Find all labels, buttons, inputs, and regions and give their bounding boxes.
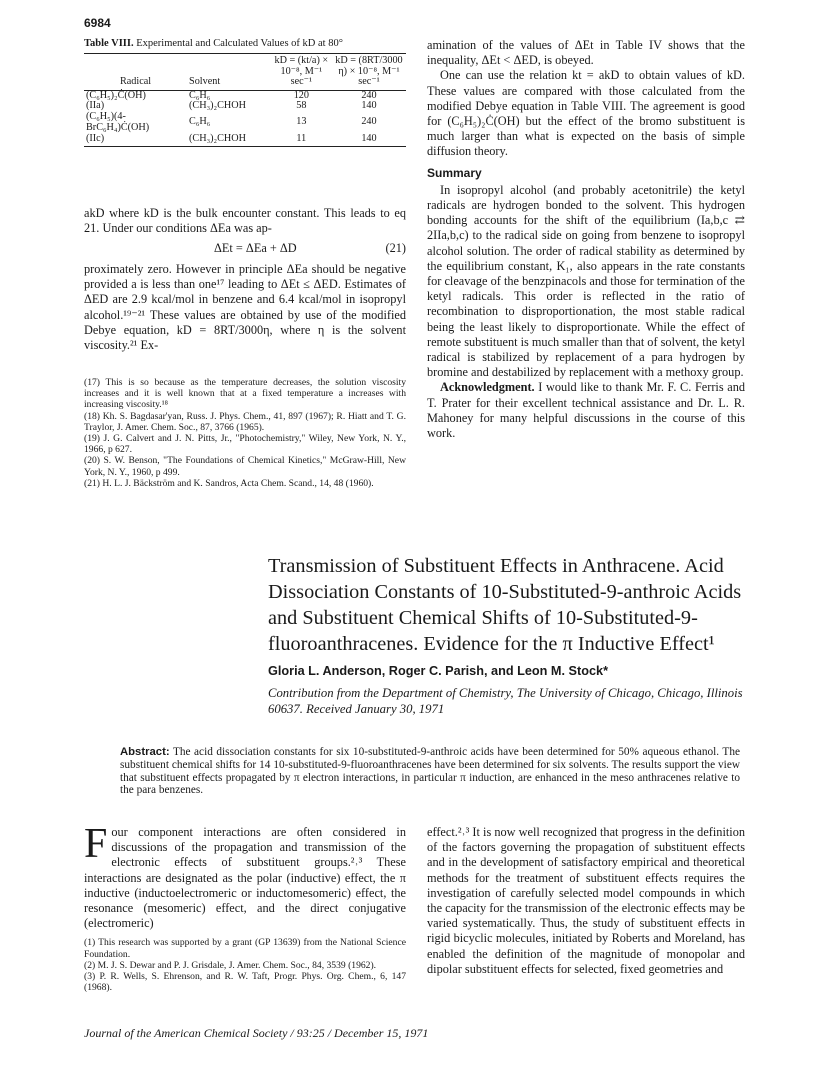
drop-cap: F <box>84 821 108 867</box>
exp-value-cell: 120 <box>293 89 309 101</box>
footnotes-top <box>84 377 406 489</box>
table-row <box>84 101 406 112</box>
column-header-exp: kD = (kt/a) × 10⁻⁸, M⁻¹ sec⁻¹ <box>271 54 332 91</box>
paragraph-text: our component interactions are often considered in discussions of the propagation and transmission of the electronic effects of substituent groups.²˒³ These interactions are designated as the polar (inductive) effect, the π inductive (inductoelectromeric or inductomesomeric) effect, the resonance (mesomeric) effect, and the direct conjugative (electromeric) <box>84 825 406 931</box>
footnote: (17) This is so because as the temperature decreases, the solution viscosity increases and it is well known that at a fixed temperature a increases with increasing viscosity.¹⁸ <box>84 377 406 411</box>
paragraph: akD where kD is the bulk encounter constant. This leads to eq 21. Under our conditions ΔEa was ap- <box>84 206 406 236</box>
acknowledgment-label: Acknowledgment. <box>440 380 535 395</box>
footnote: (19) J. G. Calvert and J. N. Pitts, Jr., "Photochemistry," Wiley, New York, N. Y., 1966, p 627. <box>84 433 406 456</box>
article-title: Transmission of Substituent Effects in Anthracene. Acid Dissociation Constants of 10-Substituted-9-anthroic Acids and Substituent Chemical Shifts of 10-Substituted-9-fluoroanthracenes. Evidence for the π Inductive Effect¹ <box>268 555 742 655</box>
radical-cell: (IIa) <box>86 100 105 112</box>
solvent-cell: C₆H₆ <box>189 89 211 101</box>
footnote: (2) M. J. S. Dewar and P. J. Grisdale, J. Amer. Chem. Soc., 84, 3539 (1962). <box>84 959 377 971</box>
calc-value-cell: 240 <box>361 116 377 128</box>
equation-body: ΔEt = ΔEa + ΔD <box>214 241 297 256</box>
radical-cell: (C₆H₅)(4-BrC₆H₄)Ċ(OH) <box>86 111 150 133</box>
summary-heading: Summary <box>427 165 482 180</box>
article-body-right: effect.²˒³ It is now well recognized that progress in the definition of the factors governing the propagation of substituent effects and in the development of satisfactory empirical and theoretical methods for the treatment of substituent effects requires the investigation of carefully selected model compounds in which the capacity for the transmission of the electronic effects may be varied systematically. Thus, the study of substituent effects in rigid bicyclic molecules, initiated by Roberts and Moreland, has enabled the definition of the magnitude of monopolar and dipolar substituent effects for selected, fixed geometries and <box>427 825 745 976</box>
equation-21 <box>84 241 406 256</box>
table-caption-label: Table VIII. <box>84 38 134 49</box>
column-header-calc: kD = (8RT/3000 η) × 10⁻⁸, M⁻¹ sec⁻¹ <box>332 54 406 91</box>
paragraph: proximately zero. However in principle ΔEa should be negative provided a is less than one¹⁷ leading to ΔEt ≤ ΔED. Estimates of ΔED are 2.9 kcal/mol in benzene and 6.4 kcal/mol in isopropyl alcohol.¹⁹⁻²¹ These values are obtained by use of the modified Debye equation, kD = 8RT/3000η, where η is the solvent viscosity.²¹ Ex- <box>84 262 406 352</box>
footnote: (20) S. W. Benson, "The Foundations of Chemical Kinetics," McGraw-Hill, New York, N. Y., 1960, p 499. <box>84 455 406 478</box>
right-column-text <box>427 38 745 441</box>
paragraph: amination of the values of ΔEt in Table IV shows that the inequality, ΔEt < ΔED, is obeyed. <box>427 38 745 68</box>
abstract-text: The acid dissociation constants for six 10-substituted-9-anthroic acids have been determined for 50% aqueous ethanol. The substituent chemical shifts for 14 10-substituted-9-fluoroanthracenes have been determined for six solvents. The results support the view that substituent effects propagated by π electron interactions, in particular π induction, are enhanced in the meso anthracenes relative to the para benzenes. <box>120 746 740 797</box>
table-viii <box>84 38 406 147</box>
left-column-text <box>84 206 406 353</box>
footnote: (3) P. R. Wells, S. Ehrenson, and R. W. Taft, Progr. Phys. Org. Chem., 6, 147 (1968). <box>84 971 406 994</box>
column-header-solvent: Solvent <box>187 54 271 91</box>
paragraph: One can use the relation kt = akD to obtain values of kD. These values are compared with those calculated from the modified Debye equation in Table VIII. The agreement is good for (C₆H₅)₂Ċ(OH) but the effect of the bromo substituent is much larger than what is expected on the basis of simple diffusion theory. <box>427 68 745 159</box>
radical-cell: (C₆H₅)₂Ċ(OH) <box>86 89 146 101</box>
table-caption <box>84 38 406 49</box>
footnote: (18) Kh. S. Bagdasar'yan, Russ. J. Phys. Chem., 41, 897 (1967); R. Hiatt and T. G. Traylor, J. Amer. Chem. Soc., 87, 3766 (1965). <box>84 410 406 433</box>
calc-value-cell: 140 <box>332 134 406 147</box>
paragraph <box>84 821 406 931</box>
exp-value-cell: 11 <box>271 134 332 147</box>
column-header-radical: Radical <box>84 54 187 91</box>
acknowledgment-text: I would like to thank Mr. F. C. Ferris and T. Prater for their excellent technical assistance and Dr. L. R. Mahoney for many helpful discussions in the course of this work. <box>427 380 746 441</box>
abstract-label: Abstract: <box>120 746 170 758</box>
exp-value-cell: 13 <box>296 116 307 128</box>
journal-footer: Journal of the American Chemical Society / 93:25 / December 15, 1971 <box>84 1026 429 1040</box>
acknowledgment <box>427 380 745 441</box>
summary-paragraph: In isopropyl alcohol (and probably acetonitrile) the ketyl radicals are hydrogen bonded to the solvent. This hydrogen bonding accounts for the shift of the equilibrium (Ia,b,c ⇄ 2IIa,b,c) to the radical side on going from benzene to isopropyl alcohol solution. The order of radical stability as determined by the equilibrium constant, K₁, also appears in the rate constants for cleavage of the benzpinacols and those for termination of the ketyl radicals. This order is reflected in the ratio of recombination to disproportionation, the most stable radical being the least likely to disproportionate. While the effect of remote substituent is much smaller than that of solvent, the ketyl radical is stabilized by replacement of a para hydrogen by bromine and destabilized by replacement with a methoxy group. <box>427 182 745 380</box>
abstract <box>120 746 740 797</box>
article-body-left <box>84 821 406 994</box>
footnote: (1) This research was supported by a grant (GP 13639) from the National Science Foundation. <box>84 937 406 960</box>
solvent-cell: (CH₃)₂CHOH <box>189 100 246 112</box>
calc-value-cell: 140 <box>361 100 377 112</box>
data-table <box>84 53 406 147</box>
solvent-cell: C₆H₆ <box>189 116 211 128</box>
footnotes-bottom <box>84 937 406 993</box>
equation-number: (21) <box>385 241 406 256</box>
solvent-cell: (CH₃)₂CHOH <box>187 134 271 147</box>
footnote: (21) H. L. J. Bäckström and K. Sandros, Acta Chem. Scand., 14, 48 (1960). <box>84 477 374 489</box>
exp-value-cell: 58 <box>296 100 307 112</box>
table-row <box>84 134 406 147</box>
article-authors: Gloria L. Anderson, Roger C. Parish, and Leon M. Stock* <box>268 664 609 678</box>
page-number: 6984 <box>84 16 111 30</box>
calc-value-cell: 240 <box>361 89 377 101</box>
table-row <box>84 112 406 134</box>
table-caption-text: Experimental and Calculated Values of kD at 80° <box>136 38 343 49</box>
radical-cell: (IIc) <box>84 134 187 147</box>
article-affiliation: Contribution from the Department of Chemistry, The University of Chicago, Chicago, Illinois 60637. Received January 30, 1971 <box>268 686 743 716</box>
